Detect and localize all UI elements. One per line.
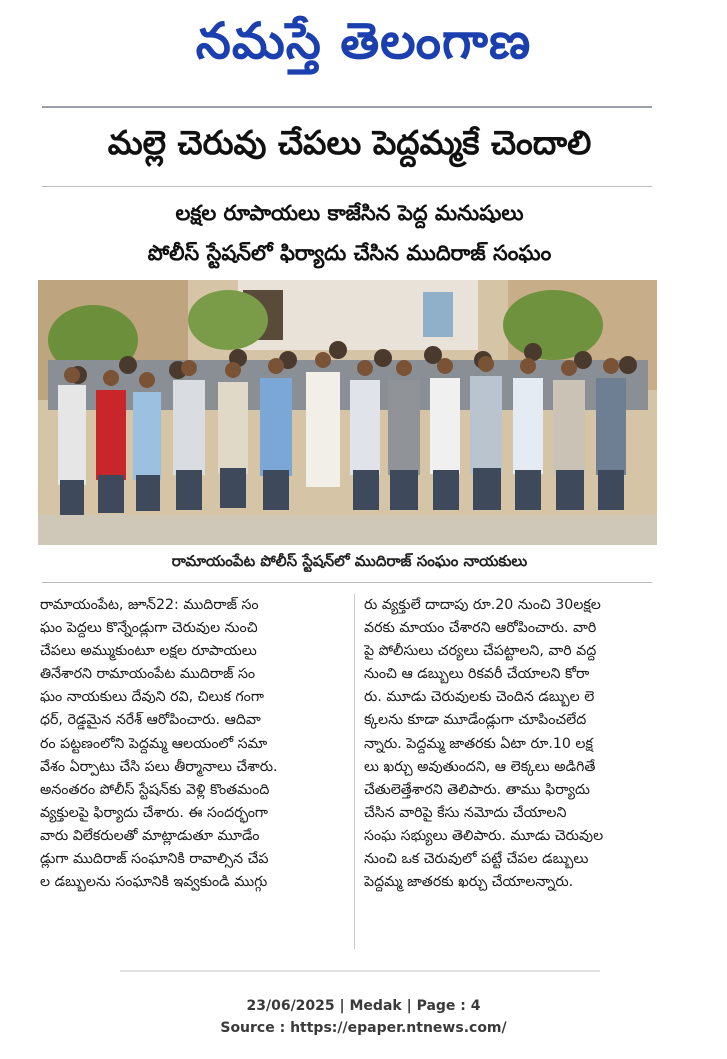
article-line: వారు విలేకరులతో మాట్లాడుతూ మూడేం [40, 827, 260, 844]
article-line: న్నారు. పెద్దమ్మ జాతరకు ఏటా రూ.10 లక్ష [364, 735, 593, 752]
headline-divider [42, 186, 652, 187]
bottom-divider [120, 970, 600, 972]
footer-dateline: 23/06/2025 | Medak | Page : 4 [246, 998, 481, 1014]
newspaper-masthead [0, 8, 727, 86]
article-line: ధర్, రెడ్డమైన నరేశ్ ఆరోపించారు. ఆదివా [40, 712, 261, 729]
article-line: ఘం పెద్దలు కొన్నేండ్లుగా చెరువుల నుంచి [40, 620, 258, 637]
article-line: తినేశారని రామాయంపేట ముదిరాజ్ సం [40, 666, 256, 683]
footer-source-link[interactable]: Source : https://epaper.ntnews.com/ [220, 1020, 507, 1036]
article-column-right [364, 594, 654, 894]
masthead-title: నమస్తే తెలంగాణ [195, 11, 532, 70]
news-photo [38, 280, 657, 545]
subheadline-2: పోలీస్ స్టేషన్‌లో ఫిర్యాదు చేసిన ముదిరాజ్ సంఘం [147, 241, 552, 265]
article-line: ల డబ్బులను సంఘానికి ఇవ్వకుండి ముగ్గు [40, 874, 268, 891]
article-line: వ్యక్తులపై ఫిర్యాదు చేశారు. ఈ సందర్భంగా [40, 804, 268, 821]
column-divider [354, 594, 355, 949]
article-line: నుంచి ఆ డబ్బులు రికవరీ చేయాలని కోరా [364, 666, 590, 683]
article-line: వరకు మాయం చేశారని ఆరోపించారు. వారి [364, 620, 597, 637]
article-line: నుంచి ఒక చెరువులో పట్టే చేపల డబ్బులు [364, 851, 589, 868]
article-headline: మల్లె చెరువు చేపలు పెద్దమ్మకే చెందాలి [107, 122, 592, 162]
article-line: ఘం నాయకులు దేవుని రవి, చిలుక గంగా [40, 689, 264, 706]
article-line: వేశం ఏర్పాటు చేసి పలు తీర్మానాలు చేశారు. [40, 758, 278, 775]
article-line: రు. మూడు చెరువులకు చెందిన డబ్బుల లె [364, 689, 595, 706]
subheadline-1: లక్షల రూపాయలు కాజేసిన పెద్ద మనుషులు [175, 201, 524, 225]
article-line: చేపలు అమ్ముకుంటూ లక్షల రూపాయలు [40, 643, 257, 660]
top-divider [42, 106, 652, 108]
article-line: సంఘ సభ్యులు తెలిపారు. మూడు చెరువుల [364, 827, 604, 844]
article-line: క్కలను కూడా మూడేండ్లుగా చూపించలేద [364, 712, 587, 729]
article-line: పెద్దమ్మ జాతరకు ఖర్చు చేయాలన్నారు. [364, 874, 574, 891]
article-line: లు ఖర్చు అవుతుందని, ఆ లెక్కలు అడిగితే [364, 758, 596, 775]
article-line: డ్లుగా ముదిరాజ్ సంఘానికి రావాల్సిన చేప [40, 851, 269, 868]
article-line: చేతులెత్తేశారని తెలిపారు. తాము ఫిర్యాదు [364, 781, 590, 798]
article-line: రామాయంపేట, జూన్22: ముదిరాజ్ సం [40, 597, 259, 613]
article-line: పై పోలీసులు చర్యలు చేపట్టాలని, వారి వద్ద [364, 643, 597, 660]
caption-divider [42, 582, 652, 583]
article-line: రం పట్టణంలోని పెద్దమ్మ ఆలయంలో సమా [40, 735, 268, 752]
photo-caption: రామాయంపేట పోలీస్ స్టేషన్‌లో ముదిరాజ్ సంఘం నాయకులు [171, 552, 528, 570]
article-column-left [40, 594, 330, 894]
article-line: రు వ్యక్తులే దాదాపు రూ.20 నుంచి 30లక్షల [364, 597, 601, 613]
article-line: చేసిన వారిపై కేసు నమోదు చేయాలని [364, 804, 567, 821]
article-line: అనంతరం పోలీస్ స్టేషన్‌కు వెళ్లి కొంతమంది [40, 781, 270, 798]
